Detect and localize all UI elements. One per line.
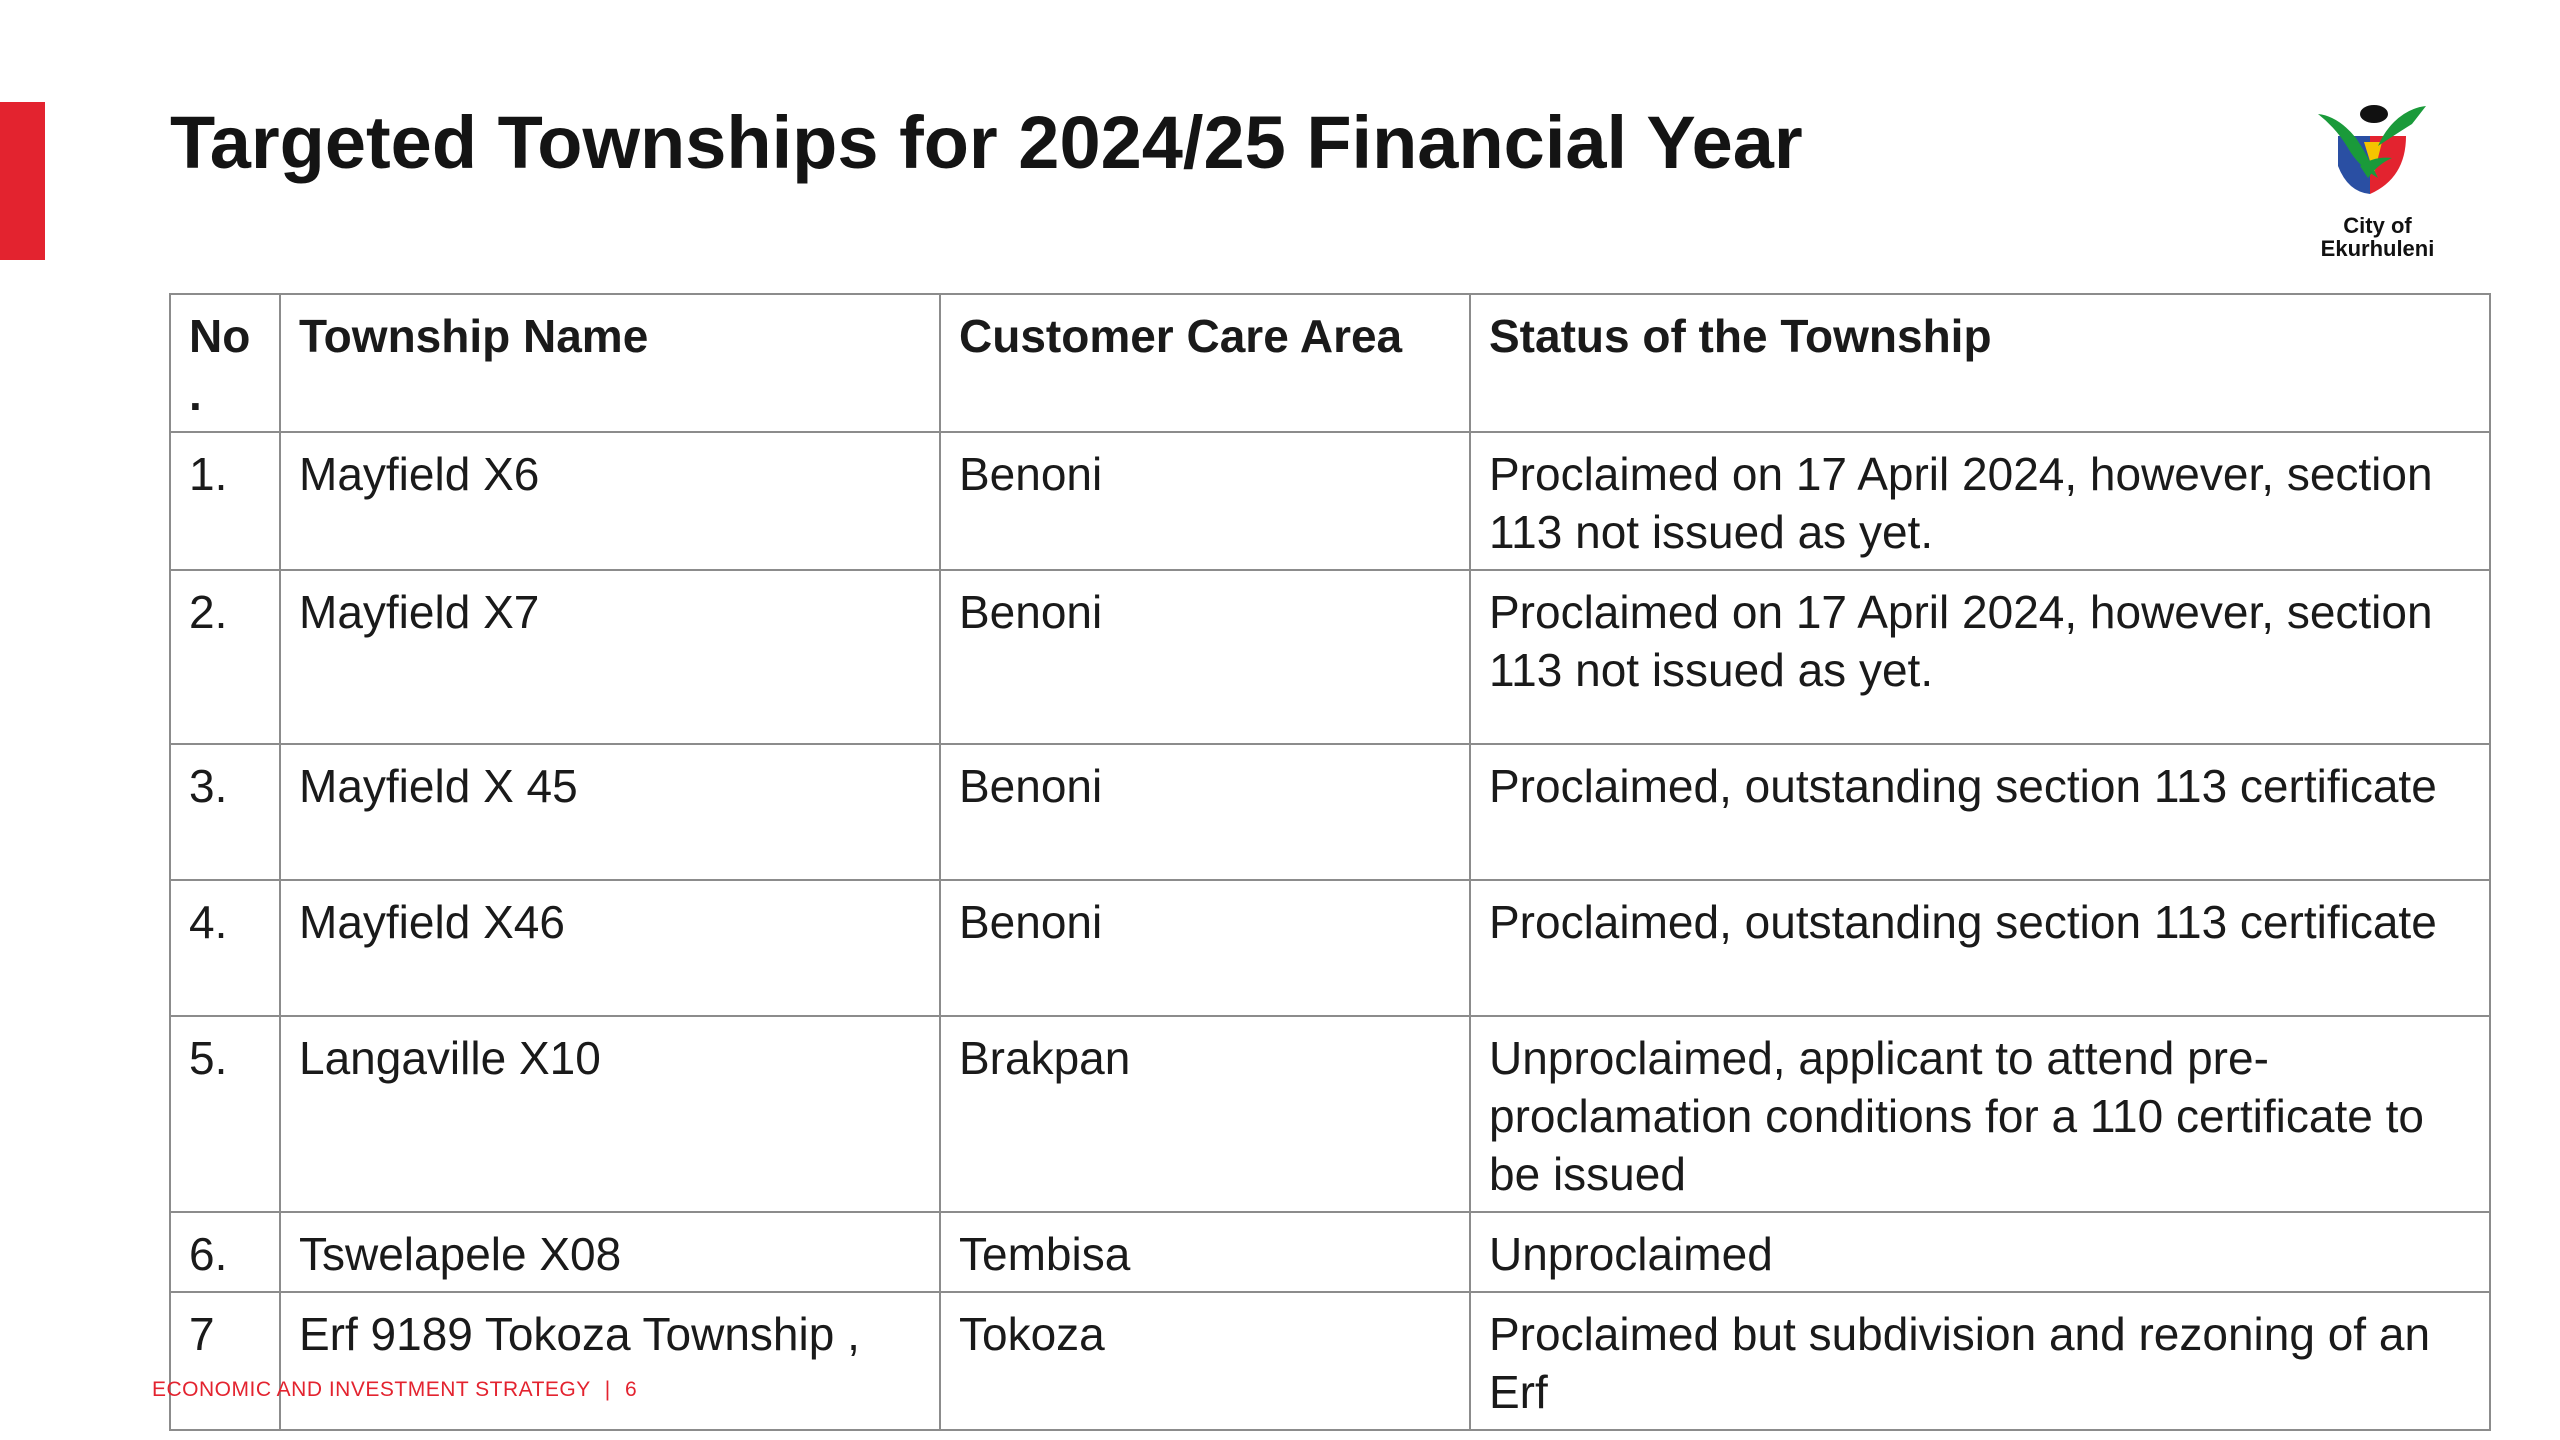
city-of-ekurhuleni-logo-icon [2308, 96, 2438, 216]
header-township-name: Township Name [280, 294, 940, 432]
table-row [170, 744, 2490, 880]
row-status: Proclaimed, outstanding section 113 certificate [1470, 880, 2490, 1016]
slide-title: Targeted Townships for 2024/25 Financial Year [170, 101, 1803, 184]
row-customer-care-area: Brakpan [940, 1016, 1470, 1212]
table-header-row [170, 294, 2490, 432]
row-no: 2. [170, 570, 280, 744]
header-no: No . [170, 294, 280, 432]
footer-page-number: 6 [625, 1378, 638, 1401]
logo-line2: Ekurhuleni [2320, 236, 2435, 261]
townships-table [169, 293, 2491, 1431]
row-customer-care-area: Benoni [940, 744, 1470, 880]
table-row [170, 432, 2490, 570]
logo-text [2300, 214, 2455, 260]
row-customer-care-area: Benoni [940, 880, 1470, 1016]
header-status: Status of the Township [1470, 294, 2490, 432]
row-township-name: Mayfield X6 [280, 432, 940, 570]
header-customer-care-area: Customer Care Area [940, 294, 1470, 432]
table-row [170, 1212, 2490, 1292]
table-row [170, 1292, 2490, 1430]
row-status: Unproclaimed, applicant to attend pre-proclamation conditions for a 110 certificate to be issued [1470, 1016, 2490, 1212]
row-status: Unproclaimed [1470, 1212, 2490, 1292]
row-status: Proclaimed on 17 April 2024, however, section 113 not issued as yet. [1470, 432, 2490, 570]
table-row [170, 880, 2490, 1016]
row-no: 6. [170, 1212, 280, 1292]
row-township-name: Langaville X10 [280, 1016, 940, 1212]
footer-section: ECONOMIC AND INVESTMENT STRATEGY [152, 1378, 591, 1401]
row-customer-care-area: Benoni [940, 432, 1470, 570]
table-row [170, 570, 2490, 744]
row-no: 1. [170, 432, 280, 570]
city-logo [2300, 96, 2440, 266]
row-customer-care-area: Tembisa [940, 1212, 1470, 1292]
row-customer-care-area: Benoni [940, 570, 1470, 744]
footer-separator: | [604, 1378, 611, 1401]
table-row [170, 1016, 2490, 1212]
row-township-name: Mayfield X46 [280, 880, 940, 1016]
row-status: Proclaimed, outstanding section 113 certificate [1470, 744, 2490, 880]
row-status: Proclaimed on 17 April 2024, however, section 113 not issued as yet. [1470, 570, 2490, 744]
logo-line1: City of [2343, 213, 2412, 238]
row-township-name: Tswelapele X08 [280, 1212, 940, 1292]
accent-bar [0, 102, 45, 260]
row-township-name: Mayfield X7 [280, 570, 940, 744]
row-no: 3. [170, 744, 280, 880]
row-customer-care-area: Tokoza [940, 1292, 1470, 1430]
row-township-name: Erf 9189 Tokoza Township , [280, 1292, 940, 1430]
row-township-name: Mayfield X 45 [280, 744, 940, 880]
row-no: 5. [170, 1016, 280, 1212]
row-no: 4. [170, 880, 280, 1016]
row-no: 7 [170, 1292, 280, 1430]
row-status: Proclaimed but subdivision and rezoning of an Erf [1470, 1292, 2490, 1430]
slide-footer [152, 1378, 637, 1402]
